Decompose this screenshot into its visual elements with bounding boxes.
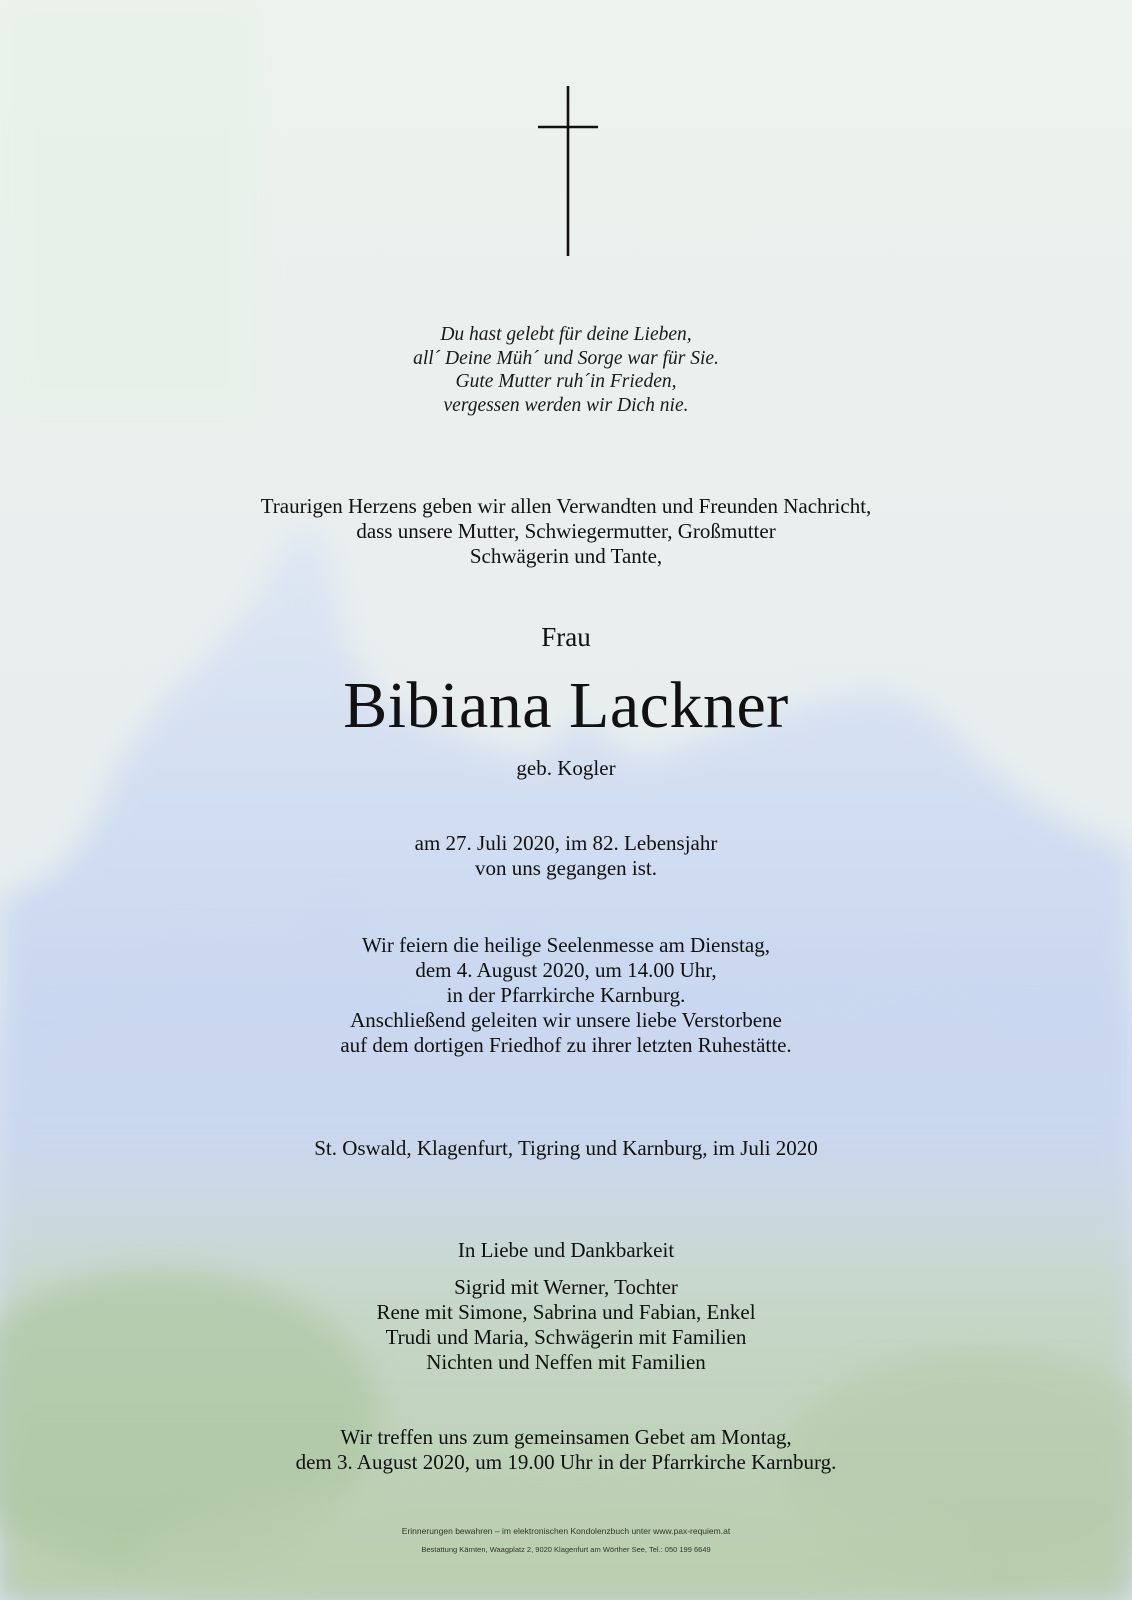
mourner-line: Nichten und Neffen mit Familien bbox=[426, 1350, 706, 1374]
intro-line: dass unsere Mutter, Schwiegermutter, Großmutter bbox=[356, 519, 776, 543]
deceased-title: Frau bbox=[541, 622, 591, 652]
mourner-line: Trudi und Maria, Schwägerin mit Familien bbox=[385, 1325, 747, 1349]
maiden-name: geb. Kogler bbox=[516, 756, 616, 780]
motto-verse bbox=[0, 323, 1132, 417]
motto-line: Du hast gelebt für deine Lieben, bbox=[440, 324, 692, 345]
prayer-meeting bbox=[0, 1425, 1132, 1475]
motto-line: Gute Mutter ruh´in Frieden, bbox=[455, 371, 677, 392]
mass-line: Wir feiern die heilige Seelenmesse am Dienstag, bbox=[362, 933, 770, 957]
funeral-mass-details bbox=[0, 933, 1132, 1058]
death-notice bbox=[0, 831, 1132, 881]
motto-line: vergessen werden wir Dich nie. bbox=[443, 394, 689, 416]
mourner-line: Rene mit Simone, Sabrina und Fabian, Enkel bbox=[376, 1300, 756, 1324]
mourners-list bbox=[0, 1275, 1132, 1375]
condolence-book-note: Erinnerungen bewahren – im elektronischen Kondolenzbuch unter www.pax-requiem.at bbox=[401, 1526, 731, 1536]
prayer-line: dem 3. August 2020, um 19.00 Uhr in der Pfarrkirche Karnburg. bbox=[295, 1450, 837, 1474]
announcement-intro bbox=[0, 494, 1132, 569]
funeral-home-address: Bestattung Kärnten, Waagplatz 2, 9020 Klagenfurt am Wörther See, Tel.: 050 199 6649 bbox=[421, 1545, 711, 1554]
mass-line: Anschließend geleiten wir unsere liebe Verstorbene bbox=[350, 1008, 782, 1032]
latin-cross-icon bbox=[538, 86, 598, 258]
prayer-line: Wir treffen uns zum gemeinsamen Gebet am Montag, bbox=[340, 1425, 792, 1449]
intro-line: Traurigen Herzens geben wir allen Verwandten und Freunden Nachricht, bbox=[260, 494, 872, 518]
mass-line: auf dem dortigen Friedhof zu ihrer letzten Ruhestätte. bbox=[340, 1033, 792, 1057]
place-and-date: St. Oswald, Klagenfurt, Tigring und Karnburg, im Juli 2020 bbox=[314, 1136, 818, 1160]
deceased-name: Bibiana Lackner bbox=[343, 669, 789, 742]
death-line: von uns gegangen ist. bbox=[475, 856, 657, 880]
mass-line: dem 4. August 2020, um 14.00 Uhr, bbox=[415, 958, 717, 982]
intro-line: Schwägerin und Tante, bbox=[469, 544, 663, 568]
mourners-heading: In Liebe und Dankbarkeit bbox=[457, 1238, 675, 1262]
mass-line: in der Pfarrkirche Karnburg. bbox=[446, 983, 686, 1007]
motto-line: all´ Deine Müh´ und Sorge war für Sie. bbox=[413, 347, 719, 369]
death-line: am 27. Juli 2020, im 82. Lebensjahr bbox=[414, 831, 718, 855]
mourner-line: Sigrid mit Werner, Tochter bbox=[454, 1275, 678, 1299]
